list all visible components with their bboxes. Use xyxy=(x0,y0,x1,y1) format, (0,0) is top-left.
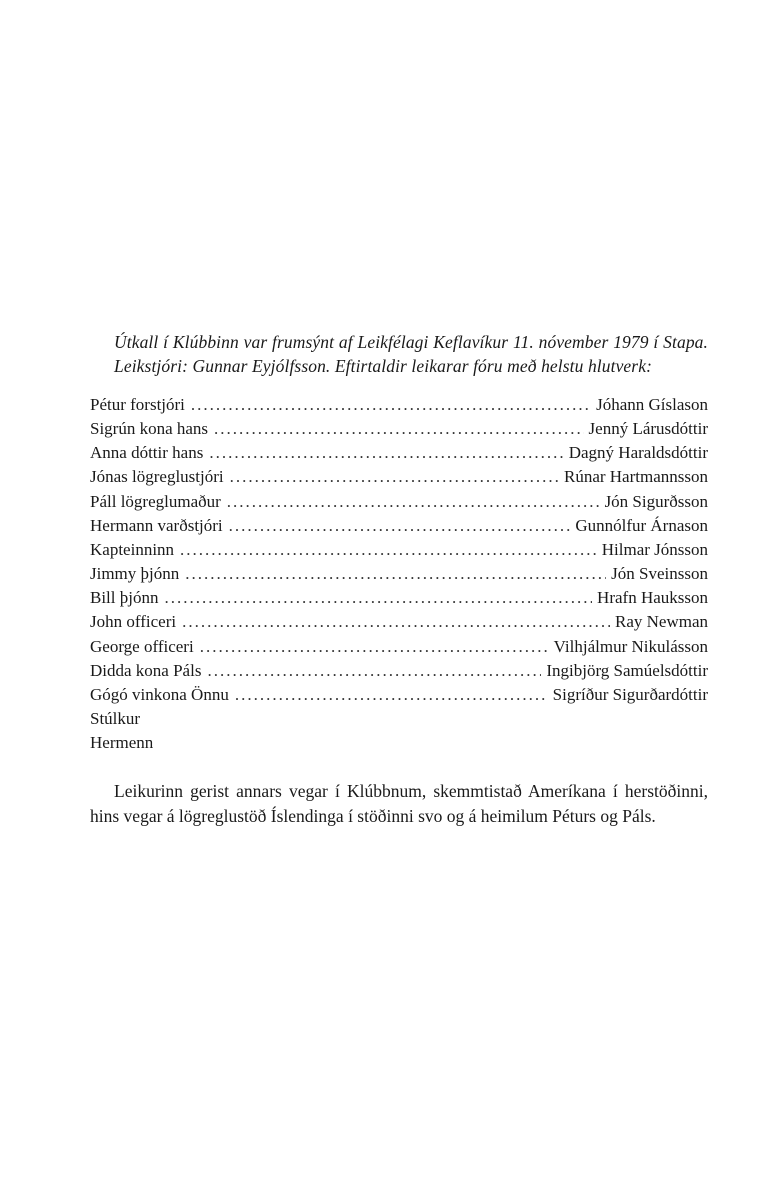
dot-leader xyxy=(182,610,610,634)
cast-row xyxy=(90,490,708,514)
cast-row xyxy=(90,586,708,610)
dot-leader xyxy=(180,538,597,562)
role-name: Jimmy þjónn xyxy=(90,564,180,584)
cast-row xyxy=(90,393,708,417)
actor-name: Dagný Haraldsdóttir xyxy=(568,443,708,463)
dot-leader xyxy=(235,683,548,707)
cast-row xyxy=(90,683,708,707)
role-name: John officeri xyxy=(90,612,177,632)
actor-name: Ingibjörg Samúelsdóttir xyxy=(546,660,708,680)
cast-row xyxy=(90,417,708,441)
cast-row xyxy=(90,635,708,659)
actor-name: Hilmar Jónsson xyxy=(601,539,708,559)
actor-name: Jón Sveinsson xyxy=(611,564,708,584)
role-name: Sigrún kona hans xyxy=(90,419,209,439)
role-name: Kapteinninn xyxy=(90,539,175,559)
cast-row xyxy=(90,731,708,755)
document-page xyxy=(90,330,708,828)
dot-leader xyxy=(200,635,549,659)
role-name: George officeri xyxy=(90,636,194,656)
actor-name: Vilhjálmur Nikulásson xyxy=(553,636,708,656)
role-name: Gógó vinkona Önnu xyxy=(90,684,229,704)
role-name: Hermann varðstjóri xyxy=(90,515,223,535)
cast-row xyxy=(90,514,708,538)
cast-row xyxy=(90,441,708,465)
role-name: Páll lögreglumaður xyxy=(90,491,221,511)
role-name: Stúlkur xyxy=(90,709,141,729)
actor-name: Hrafn Hauksson xyxy=(597,588,708,608)
cast-list xyxy=(90,393,708,755)
dot-leader xyxy=(229,514,571,538)
cast-row xyxy=(90,465,708,489)
role-name: Hermenn xyxy=(90,733,154,753)
actor-name: Rúnar Hartmannsson xyxy=(563,467,708,487)
dot-leader xyxy=(227,490,600,514)
role-name: Jónas lögreglustjóri xyxy=(90,467,224,487)
cast-row xyxy=(90,659,708,683)
setting-paragraph: Leikurinn gerist annars vegar í Klúbbnum, skemmtistað Ameríkana í herstöðinni, hins vegar á lögreglustöð Íslendinga í stöðinni svo og á heimilum Péturs og Páls. xyxy=(90,781,708,826)
role-name: Pétur forstjóri xyxy=(90,395,185,414)
actor-name: Jóhann Gíslason xyxy=(596,395,708,414)
actor-name: Sigríður Sigurðardóttir xyxy=(552,684,708,704)
actor-name: Ray Newman xyxy=(614,612,708,632)
dot-leader xyxy=(209,441,563,465)
role-name: Didda kona Páls xyxy=(90,660,202,680)
dot-leader xyxy=(214,417,584,441)
cast-row xyxy=(90,610,708,634)
cast-row xyxy=(90,562,708,586)
role-name: Bill þjónn xyxy=(90,588,159,608)
dot-leader xyxy=(230,465,559,489)
cast-row xyxy=(90,707,708,731)
cast-row xyxy=(90,538,708,562)
actor-name: Jón Sigurðsson xyxy=(604,491,708,511)
actor-name: Jenný Lárusdóttir xyxy=(588,419,708,439)
dot-leader xyxy=(185,562,606,586)
premiere-intro: Útkall í Klúbbinn var frumsýnt af Leikfélagi Keflavíkur 11. nóvember 1979 í Stapa. Leikstjóri: Gunnar Eyjólfsson. Eftirtaldir leikarar fóru með helstu hlutverk: xyxy=(114,332,708,376)
actor-name: Gunnólfur Árnason xyxy=(575,515,708,535)
dot-leader xyxy=(164,586,592,610)
role-name: Anna dóttir hans xyxy=(90,443,204,463)
dot-leader xyxy=(191,393,591,417)
dot-leader xyxy=(207,659,541,683)
